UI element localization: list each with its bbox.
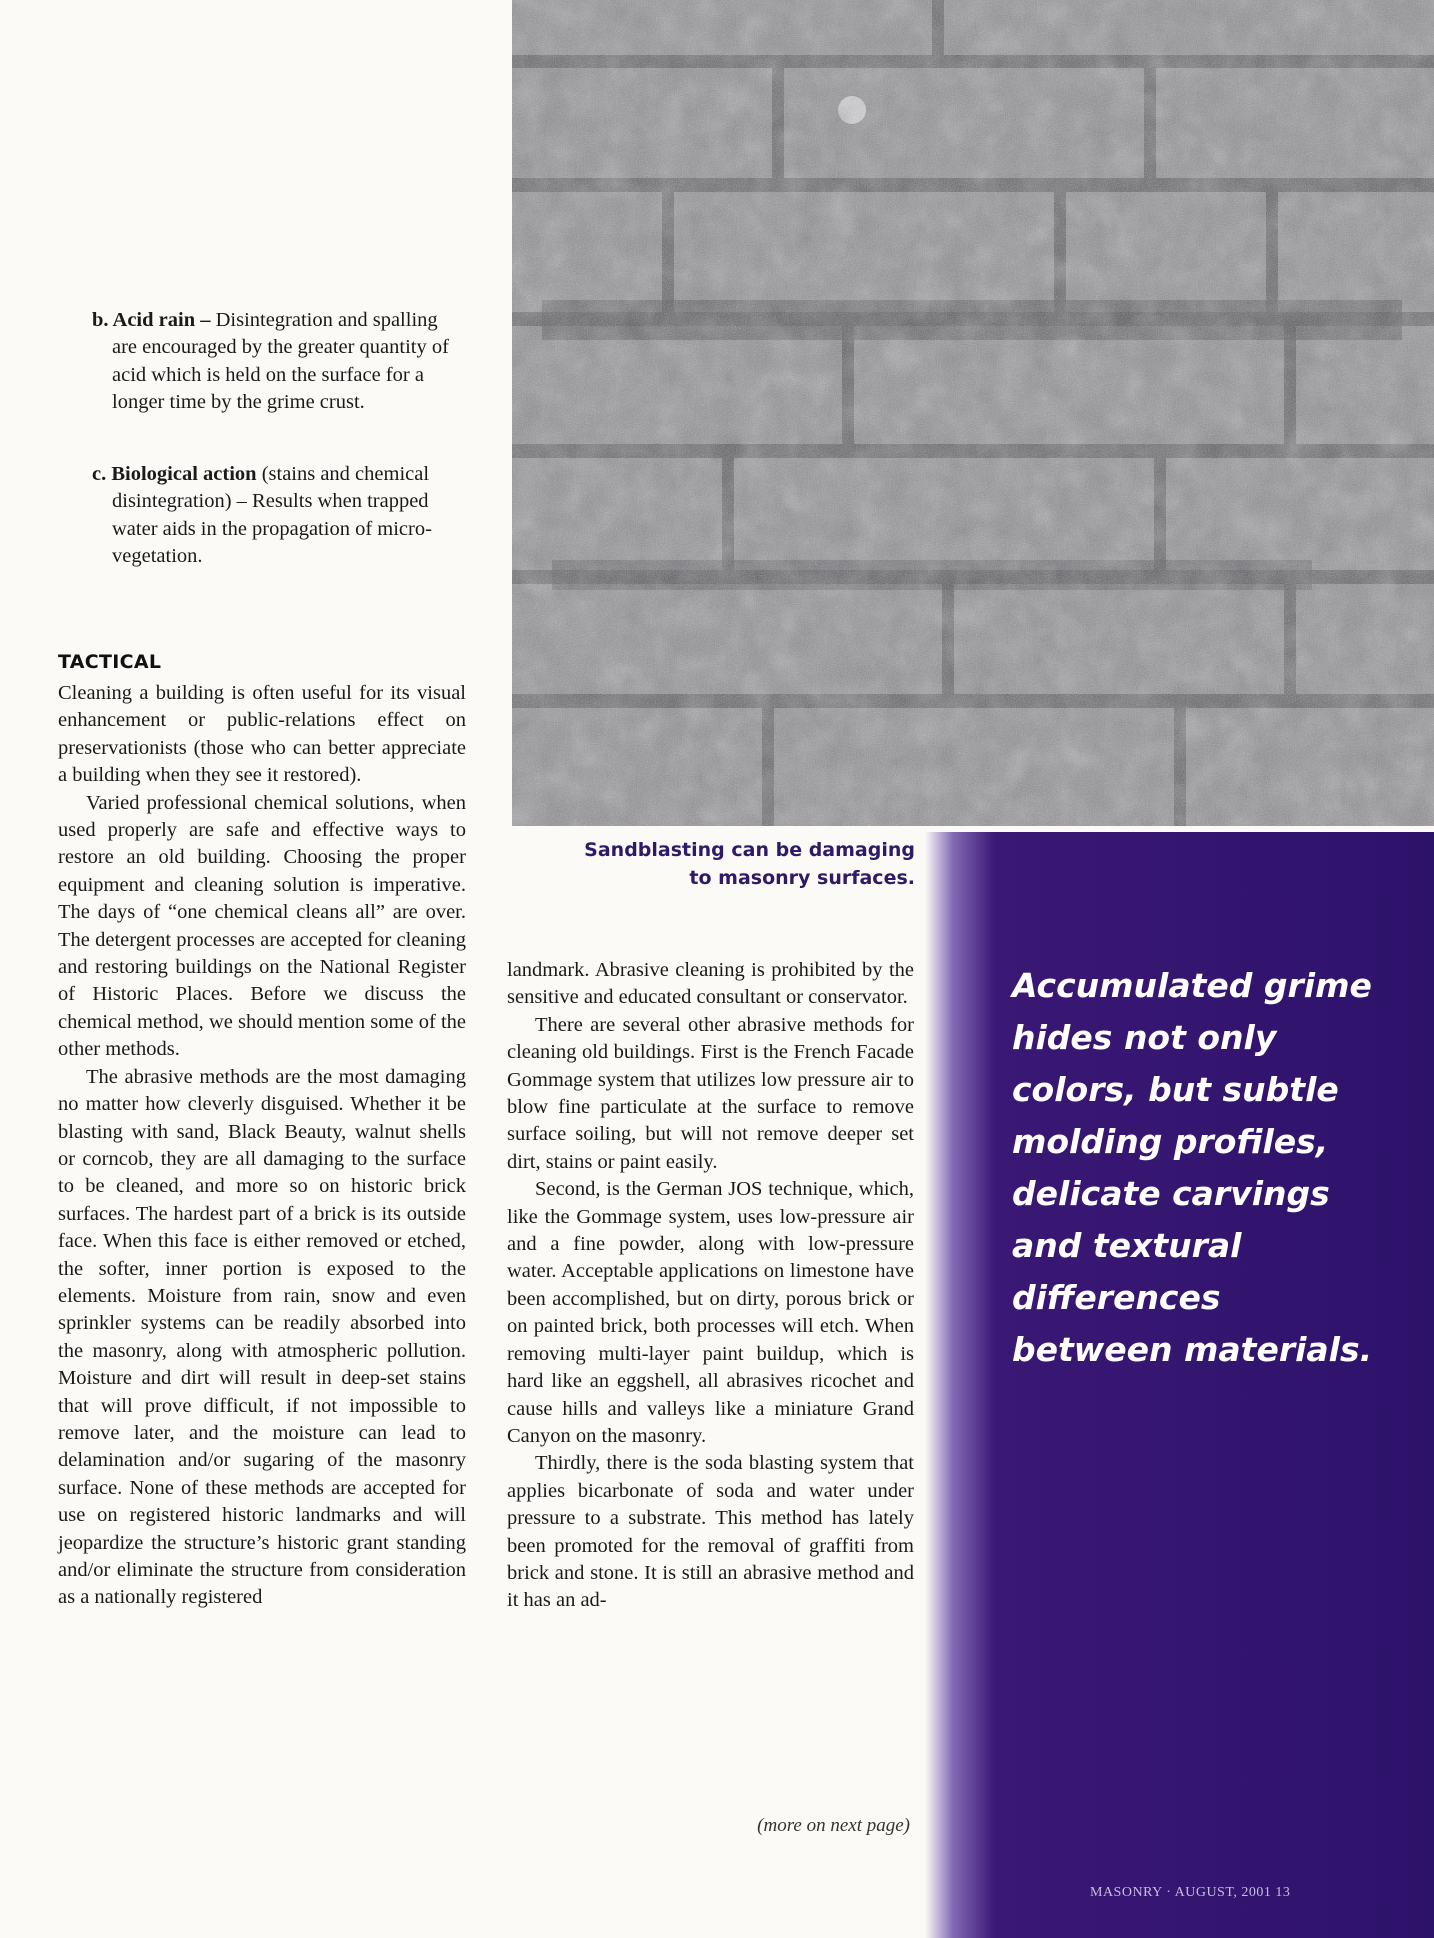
paragraph: Thirdly, there is the soda blasting system that applies bicarbonate of soda and water under pressure to a substrate. This method has lately been promoted for the removal of graffiti from brick and stone. It is still an abrasive method and it has an ad- [507, 1452, 914, 1612]
list-item-acid-rain [92, 307, 452, 417]
body-column-2 [507, 957, 914, 1615]
list-item-biological-action [92, 461, 452, 571]
pull-quote-line: delicate carvings [1012, 1174, 1330, 1213]
pull-quote-line: colors, but subtle [1012, 1070, 1339, 1109]
paragraph: landmark. Abrasive cleaning is prohibited by the sensitive and educated consultant or conservator. [507, 959, 914, 1009]
paragraph: Cleaning a building is often useful for its visual enhancement or public-relations effect on preservationists (those who can better appreciate a building when they see it restored). [58, 682, 466, 787]
page-folio: MASONRY · AUGUST, 2001 13 [1090, 1885, 1291, 1900]
brick-wall-photo [512, 0, 1434, 826]
paragraph: Second, is the German JOS technique, which, like the Gommage system, uses low-pressure air and a fine powder, along with low-pressure water. Acceptable applications on limestone have been accomplished, but on dirty, porous brick or on painted brick, both processes will etch. When removing multi-layer paint buildup, which is hard like an eggshell, all abrasives ricochet and cause hills and valleys like a miniature Grand Canyon on the masonry. [507, 1178, 914, 1447]
brick-wall-illustration [512, 0, 1434, 826]
body-column-1 [58, 680, 466, 1612]
pull-quote-line: molding profiles, [1012, 1122, 1329, 1161]
continued-note: (more on next page) [757, 1815, 910, 1836]
pull-quote-line: hides not only [1012, 1018, 1277, 1057]
pull-quote [1012, 960, 1412, 1376]
list-item-label: c. Biological action [92, 463, 257, 485]
photo-caption [515, 836, 915, 892]
list-item-text: (stains and chemical disintegration) – Results when trapped water aids in the propagation of micro-vegetation. [112, 463, 432, 568]
paragraph: Varied professional chemical solutions, when used properly are safe and effective ways to restore an old building. Choosing the proper equipment and cleaning solution is imperative. The days of “one chemical cleans all” are over. The detergent processes are accepted for cleaning and restoring buildings on the National Register of Historic Places. Before we discuss the chemical method, we should mention some of the other methods. [58, 791, 466, 1061]
pull-quote-line: and textural [1012, 1226, 1242, 1265]
list-item-text: Disintegration and spalling are encouraged by the greater quantity of acid which is held on the surface for a longer time by the grime crust. [112, 309, 449, 414]
paragraph: There are several other abrasive methods for cleaning old buildings. First is the French Facade Gommage system that utilizes low pressure air to blow fine particulate at the surface to remove surface soiling, but will not remove deeper set dirt, stains or paint easily. [507, 1013, 914, 1173]
pull-quote-line: differences [1012, 1278, 1221, 1317]
paragraph: The abrasive methods are the most damaging no matter how cleverly disguised. Whether it be blasting with sand, Black Beauty, walnut shells or corncob, they are all damaging to the surface to be cleaned, and more so on historic brick surfaces. The hardest part of a brick is its outside face. When this face is either removed or etched, the softer, inner portion is exposed to the elements. Moisture from rain, snow and even sprinkler systems can be readily absorbed into the masonry, along with atmospheric pollution. Moisture and dirt will result in deep-set stains that will prove difficult, if not impossible to remove later, and the moisture can lead to delamination and/or sugaring of the masonry surface. None of these methods are accepted for use on registered historic landmarks and will jeopardize the structure’s historic grant standing and/or eliminate the structure from consideration as a nationally registered [58, 1065, 466, 1609]
section-heading: TACTICAL [58, 651, 162, 673]
pull-quote-line: between materials. [1012, 1330, 1373, 1369]
list-item-label: b. Acid rain – [92, 309, 211, 331]
pull-quote-line: Accumulated grime [1012, 966, 1372, 1005]
caption-line-1: Sandblasting can be damaging [584, 839, 915, 861]
caption-line-2: to masonry surfaces. [689, 867, 915, 889]
